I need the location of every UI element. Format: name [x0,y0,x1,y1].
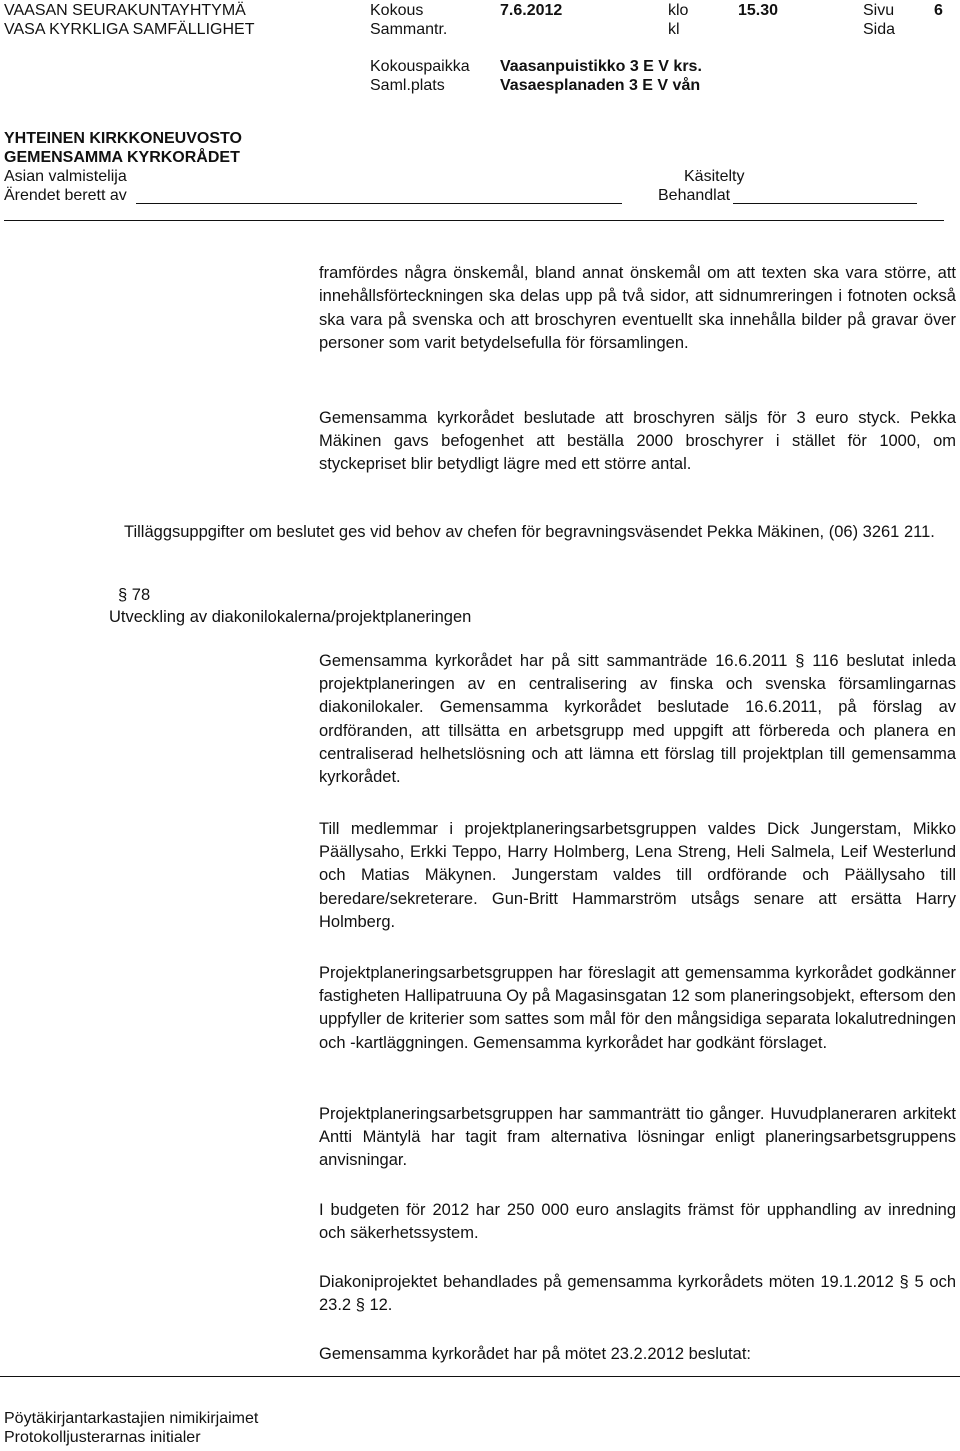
page-label-sv: Sida [863,21,896,38]
paragraph-price-decision: Gemensamma kyrkorådet beslutade att broschyren säljs för 3 euro styck. Pekka Mäkinen gavs befogenhet att beställa 2000 broschyrer i stället för 1000, om styckepriset blir betydligt lägre med ett större antal. [319,409,956,474]
place-sv: Vasaesplanaden 3 E V vån [500,77,701,94]
meeting-label-fi: Kokous [370,2,424,19]
council-name-fi: YHTEINEN KIRKKONEUVOSTO [4,130,242,147]
paragraph-budget: I budgeten för 2012 har 250 000 euro anslagits främst för upphandling av inredning och säkerhetssystem. [319,1201,956,1243]
footer-initials-sv: Protokolljusterarnas initialer [4,1429,201,1446]
paragraph-meetings: Projektplaneringsarbetsgruppen har sammanträtt tio gånger. Huvudplaneraren arkitekt Antti Mäntylä har tagit fram alternativa lösningar enligt planeringsarbetsgruppens anvisningar. [319,1105,956,1170]
paragraph-decision-intro: Gemensamma kyrkorådet har på mötet 23.2.2012 beslutat: [319,1345,751,1363]
preparer-underline [136,203,622,204]
place-label-fi: Kokouspaikka [370,58,470,75]
handled-label-fi: Käsitelty [684,168,745,185]
preparer-label-sv: Ärendet berett av [4,187,127,204]
place-fi: Vaasanpuistikko 3 E V krs. [500,58,702,75]
paragraph-handling: Diakoniprojektet behandlades på gemensamma kyrkorådets möten 19.1.2012 § 5 och 23.2 § 12. [319,1273,956,1315]
section-number-line [118,584,150,607]
footer-divider [0,1376,960,1377]
paragraph-proposal: Projektplaneringsarbetsgruppen har föreslagit att gemensamma kyrkorådet godkänner fastigheten Hallipatruuna Oy på Magasinsgatan 12 som planeringsobjekt, eftersom den uppfyller de kriterier som sattes som mål för den mångsidiga separata lokalutredningen och -kartläggningen. Gemensamma kyrkorådet har godkänt förslaget. [319,964,956,1052]
meeting-date: 7.6.2012 [500,2,563,19]
paragraph-background: Gemensamma kyrkorådet har på sitt sammanträde 16.6.2011 § 116 beslutat inleda projektplaneringen av en centralisering av finska och svenska församlingarnas diakonilokaler. Gemensamma kyrkorådet beslutade 16.6.2011, på förslag av ordföranden, att tillsätta en arbetsgrupp med uppgift att förbereda och planera en centraliserad helhetslösning och att lämna ett förslag till projektplan till gemensamma kyrkorådet. [319,652,956,787]
place-label-sv: Saml.plats [370,77,445,94]
page-label-fi: Sivu [863,2,895,19]
paragraph-wishes: framfördes några önskemål, bland annat önskemål om att texten ska vara större, att innehållsförteckningen ska delas upp på två sidor, att sidnumreringen i fotnoten också ska vara på svenska och att broschyren eventuellt ska innehålla bilder på gravar över personer som varit betydelsefulla för församlingen. [319,264,956,353]
time-label-fi: klo [668,2,689,19]
footer-initials-fi: Pöytäkirjantarkastajien nimikirjaimet [4,1410,259,1427]
paragraph-members: Till medlemmar i projektplaneringsarbetsgruppen valdes Dick Jungerstam, Mikko Päällysaho, Erkki Teppo, Harry Holmberg, Lena Streng, Heli Salmela, Leif Westerlund och Matias Mäkynen. Jungerstam valdes till ordförande och Päällysaho till beredare/sekreterare. Gun-Britt Hammarström utsågs senare att ersätta Harry Holmberg. [319,820,956,931]
org-name-fi: VAASAN SEURAKUNTAYHTYMÄ [4,2,246,19]
council-name-sv: GEMENSAMMA KYRKORÅDET [4,149,240,166]
meeting-time: 15.30 [738,2,779,19]
page-number: 6 [934,2,943,19]
header-divider [4,220,944,221]
org-name-sv: VASA KYRKLIGA SAMFÄLLIGHET [4,21,255,38]
preparer-label-fi: Asian valmistelija [4,168,127,185]
time-label-sv: kl [668,21,680,38]
meeting-label-sv: Sammantr. [370,21,448,38]
handled-underline [733,203,917,204]
handled-label-sv: Behandlat [658,187,731,204]
section-number: 78 [131,586,151,604]
section-symbol: § [118,586,128,604]
additional-info: Tilläggsuppgifter om beslutet ges vid behov av chefen för begravningsväsendet Pekka Mäkinen, (06) 3261 211. [124,523,935,541]
section-title: Utveckling av diakonilokalerna/projektplaneringen [109,608,472,626]
